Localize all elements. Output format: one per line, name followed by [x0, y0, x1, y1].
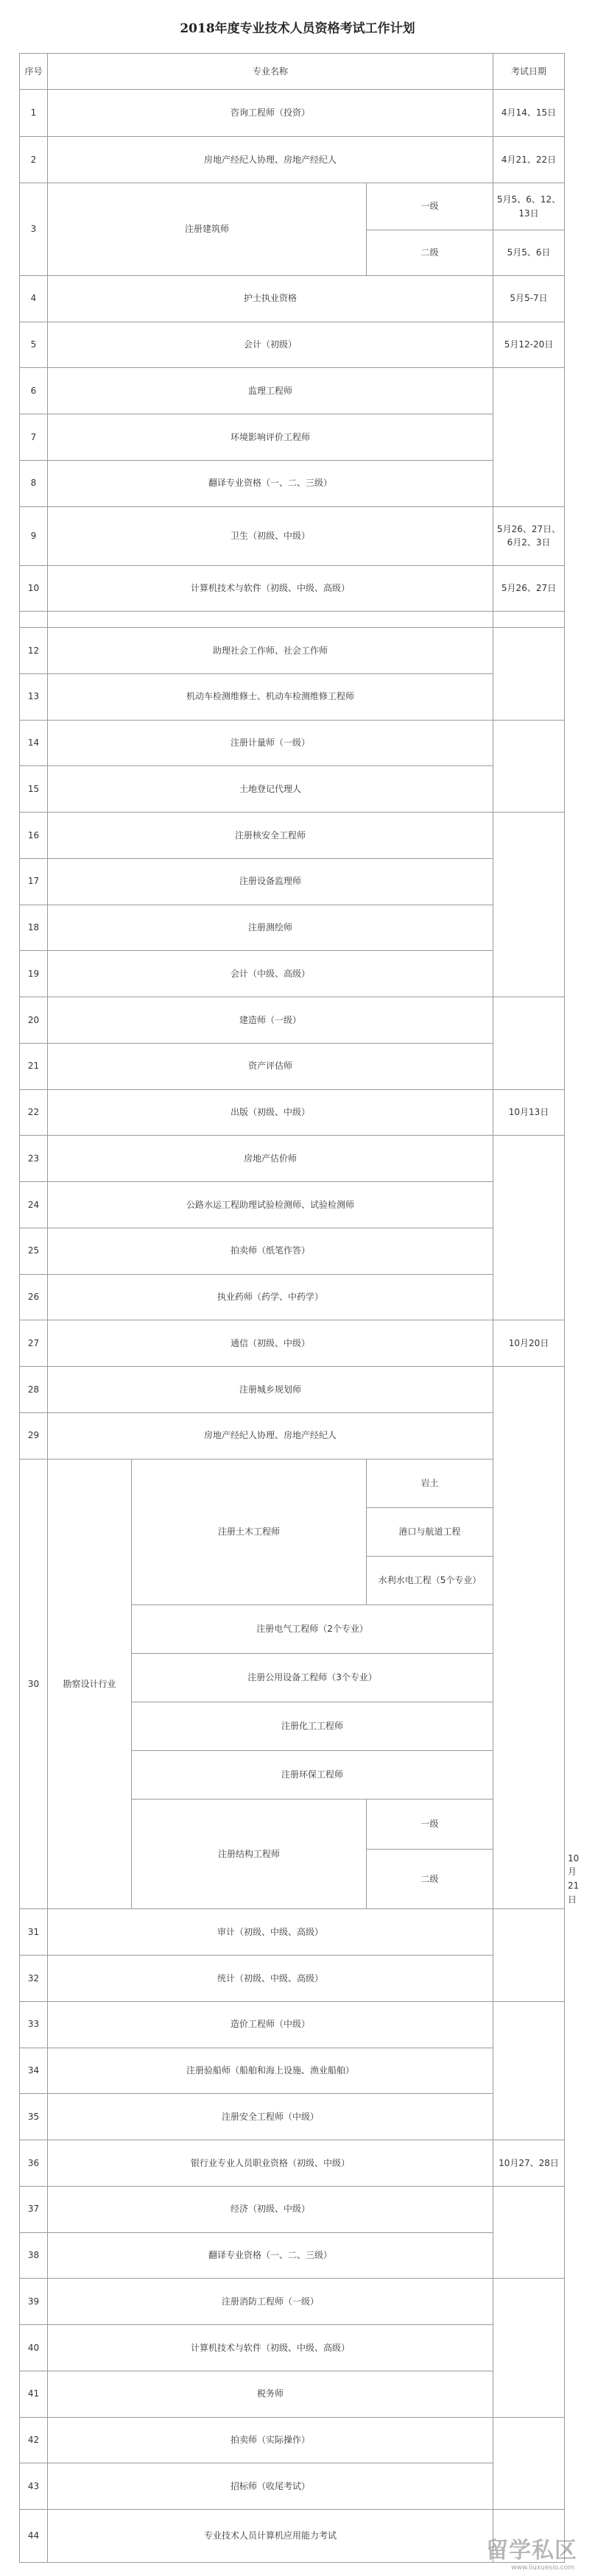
exam-schedule-table: [19, 53, 580, 2563]
exam-name: 资产评估师: [48, 1043, 493, 1089]
exam-name: 银行业专业人员职业资格（初级、中级）: [48, 2140, 493, 2187]
table-row: [20, 136, 565, 183]
row-no: 12: [20, 628, 48, 674]
exam-date: [493, 813, 565, 997]
table-row: [20, 1089, 565, 1136]
row-no: 16: [20, 813, 48, 859]
exam-name: 经济（初级、中级）: [48, 2186, 493, 2232]
row-no: 41: [20, 2371, 48, 2417]
exam-date: [493, 2279, 565, 2417]
row-no: 4: [20, 275, 48, 322]
exam-name: 翻译专业资格（一、二、三级）: [48, 2232, 493, 2279]
row-no: 2: [20, 136, 48, 183]
exam-name: 注册消防工程师（一级）: [48, 2279, 493, 2325]
exam-name: 注册城乡规划师: [48, 1367, 493, 1413]
table-row: [20, 1320, 565, 1367]
exam-date-line: 5月26、27日、: [496, 523, 561, 534]
exam-name: 公路水运工程助理试验检测师、试验检测师: [48, 1182, 493, 1228]
industry-name: 勘察设计行业: [48, 1459, 132, 1909]
exam-name: 会计（初级）: [48, 322, 493, 368]
table-row: [20, 2279, 565, 2325]
table-row: [20, 2048, 565, 2094]
page-title: 2018年度专业技术人员资格考试工作计划: [180, 21, 415, 36]
table-row: [20, 766, 565, 813]
table-row: [20, 1274, 565, 1320]
exam-name: 出版（初级、中级）: [48, 1089, 493, 1136]
exam-name: 注册结构工程师: [132, 1799, 367, 1909]
table-row-empty: [20, 612, 565, 628]
empty-cell: [20, 612, 48, 628]
exam-level: 一级: [367, 1799, 493, 1849]
exam-name: 卫生（初级、中级）: [48, 506, 493, 565]
table-row: [20, 275, 565, 322]
exam-date: [493, 1909, 565, 2002]
exam-name: 拍卖师（纸笔作答）: [48, 1228, 493, 1274]
header-date: 考试日期: [493, 54, 565, 90]
exam-date: 5月5、6、12、13日: [493, 183, 565, 230]
exam-date: 5月26、27日: [493, 565, 565, 612]
exam-name: 注册测绘师: [48, 905, 493, 951]
exam-name: 招标师（收尾考试）: [48, 2463, 493, 2510]
table-row: [20, 414, 565, 461]
row-no: 23: [20, 1136, 48, 1182]
exam-specialty: 岩土: [367, 1459, 493, 1507]
table-row: [20, 2325, 565, 2371]
row-no: 32: [20, 1956, 48, 2002]
exam-date: 10月20日: [493, 1320, 565, 1367]
exam-date: [493, 1136, 565, 1320]
exam-name: 拍卖师（实际操作）: [48, 2417, 493, 2463]
exam-name: 机动车检测维修士、机动车检测维修工程师: [48, 673, 493, 720]
exam-name: 注册建筑师: [48, 183, 367, 276]
row-no: 39: [20, 2279, 48, 2325]
table-row: [20, 1459, 565, 1507]
exam-name: 房地产估价师: [48, 1136, 493, 1182]
empty-cell: [493, 612, 565, 628]
watermark-logo: 留学私区: [486, 2538, 577, 2563]
exam-name: 计算机技术与软件（初级、中级、高级）: [48, 2325, 493, 2371]
exam-name: 注册计量师（一级）: [48, 720, 493, 766]
exam-date: 5月5-7日: [493, 275, 565, 322]
table-row: [20, 813, 565, 859]
table-row: [20, 1367, 565, 1413]
table-row: [20, 2140, 565, 2187]
exam-name: 注册公用设备工程师（3个专业）: [132, 1653, 493, 1702]
exam-name: 税务师: [48, 2371, 493, 2417]
exam-name: 注册安全工程师（中级）: [48, 2094, 493, 2140]
exam-name: 助理社会工作师、社会工作师: [48, 628, 493, 674]
row-no: 3: [20, 183, 48, 276]
row-no: 26: [20, 1274, 48, 1320]
exam-name: 通信（初级、中级）: [48, 1320, 493, 1367]
exam-date: 5月12-20日: [493, 322, 565, 368]
header-no: 序号: [20, 54, 48, 90]
table-row: [20, 2186, 565, 2232]
exam-name: 咨询工程师（投资）: [48, 89, 493, 136]
row-no: 5: [20, 322, 48, 368]
row-no: 29: [20, 1412, 48, 1459]
table-row: [20, 2094, 565, 2140]
table-row: [20, 1909, 565, 1956]
exam-date: [493, 506, 565, 565]
table-row: [20, 2417, 565, 2463]
exam-date: 5月5、6日: [493, 230, 565, 276]
exam-name: 翻译专业资格（一、二、三级）: [48, 460, 493, 506]
table-row: [20, 506, 565, 565]
row-no: 37: [20, 2186, 48, 2232]
exam-name: 造价工程师（中级）: [48, 2001, 493, 2048]
exam-date: [493, 2417, 565, 2510]
row-no: 7: [20, 414, 48, 461]
table-row: [20, 1043, 565, 1089]
row-no: 14: [20, 720, 48, 766]
header-name: 专业名称: [48, 54, 493, 90]
table-row: [20, 673, 565, 720]
row-no: 34: [20, 2048, 48, 2094]
exam-date: [493, 720, 565, 813]
row-no: 20: [20, 997, 48, 1044]
row-no: 38: [20, 2232, 48, 2279]
row-no: 21: [20, 1043, 48, 1089]
exam-name: 注册核安全工程师: [48, 813, 493, 859]
table-row: [20, 1956, 565, 2002]
exam-name: 注册化工工程师: [132, 1702, 493, 1750]
row-no: 19: [20, 951, 48, 997]
exam-date: [493, 2510, 565, 2563]
row-no: 31: [20, 1909, 48, 1956]
row-no: 33: [20, 2001, 48, 2048]
exam-date: [493, 1367, 565, 1909]
row-no: 18: [20, 905, 48, 951]
exam-specialty: 水利水电工程（5个专业）: [367, 1556, 493, 1604]
row-no: 44: [20, 2510, 48, 2563]
exam-date: [493, 2001, 565, 2140]
table-row: [20, 2232, 565, 2279]
row-no: 24: [20, 1182, 48, 1228]
table-row: [20, 905, 565, 951]
exam-name: 注册验船师（船舶和海上设施、渔业船舶）: [48, 2048, 493, 2094]
table-row: [20, 1228, 565, 1274]
exam-name: 建造师（一级）: [48, 997, 493, 1044]
exam-date: 4月14、15日: [493, 89, 565, 136]
exam-level: 二级: [367, 1849, 493, 1909]
row-no: 27: [20, 1320, 48, 1367]
exam-date: 4月21、22日: [493, 136, 565, 183]
table-row: [20, 2001, 565, 2048]
exam-name: 注册设备监理师: [48, 858, 493, 905]
exam-date: [493, 368, 565, 506]
row-no: 8: [20, 460, 48, 506]
exam-date-line: 6月2、3日: [507, 537, 551, 548]
row-no: 15: [20, 766, 48, 813]
row-no: 30: [20, 1459, 48, 1909]
row-no: 28: [20, 1367, 48, 1413]
row-no: 25: [20, 1228, 48, 1274]
row-no: 10: [20, 565, 48, 612]
exam-level: 一级: [367, 183, 493, 230]
exam-date: [493, 628, 565, 721]
exam-name: 注册环保工程师: [132, 1750, 493, 1799]
exam-specialty: 港口与航道工程: [367, 1507, 493, 1556]
exam-name: 环境影响评价工程师: [48, 414, 493, 461]
exam-name: 房地产经纪人协理、房地产经纪人: [48, 1412, 493, 1459]
table-row: [20, 997, 565, 1044]
exam-name: 注册土木工程师: [132, 1459, 367, 1604]
table-row: [20, 2371, 565, 2417]
row-no: 35: [20, 2094, 48, 2140]
row-no: 1: [20, 89, 48, 136]
table-row: 二级 10月21日: [20, 1849, 565, 1909]
exam-name: 监理工程师: [48, 368, 493, 414]
table-row: [20, 565, 565, 612]
empty-cell: [48, 612, 493, 628]
row-no: 22: [20, 1089, 48, 1136]
exam-date: 10月13日: [493, 1089, 565, 1136]
exam-name: 执业药师（药学、中药学）: [48, 1274, 493, 1320]
exam-name: 房地产经纪人协理、房地产经纪人: [48, 136, 493, 183]
table-row: [20, 322, 565, 368]
row-no: 42: [20, 2417, 48, 2463]
header-row: [20, 54, 565, 90]
table-row: [20, 628, 565, 674]
table-row: [20, 183, 565, 230]
row-no: 9: [20, 506, 48, 565]
watermark-url: www.liuxuesio.com: [510, 2564, 574, 2572]
table-row: [20, 368, 565, 414]
exam-date: [493, 997, 565, 1090]
row-no: 40: [20, 2325, 48, 2371]
table-row: [20, 1412, 565, 1459]
exam-name: 土地登记代理人: [48, 766, 493, 813]
exam-name: 护士执业资格: [48, 275, 493, 322]
exam-level: 二级: [367, 230, 493, 276]
row-no: 6: [20, 368, 48, 414]
table-row: [20, 89, 565, 136]
table-row: [20, 2510, 565, 2563]
row-no: 43: [20, 2463, 48, 2510]
exam-name: 统计（初级、中级、高级）: [48, 1956, 493, 2002]
table-row: [20, 2463, 565, 2510]
row-no: 17: [20, 858, 48, 905]
exam-name: 会计（中级、高级）: [48, 951, 493, 997]
exam-name: 计算机技术与软件（初级、中级、高级）: [48, 565, 493, 612]
table-row: [20, 720, 565, 766]
exam-name: 审计（初级、中级、高级）: [48, 1909, 493, 1956]
exam-name: 注册电气工程师（2个专业）: [132, 1604, 493, 1653]
row-no: 13: [20, 673, 48, 720]
table-row: [20, 858, 565, 905]
row-no: 36: [20, 2140, 48, 2187]
table-row: [20, 1182, 565, 1228]
exam-name: 专业技术人员计算机应用能力考试: [48, 2510, 493, 2563]
exam-date: [493, 2186, 565, 2279]
exam-date: 10月27、28日: [493, 2140, 565, 2187]
table-row: [20, 1136, 565, 1182]
table-row: [20, 460, 565, 506]
table-row: [20, 951, 565, 997]
